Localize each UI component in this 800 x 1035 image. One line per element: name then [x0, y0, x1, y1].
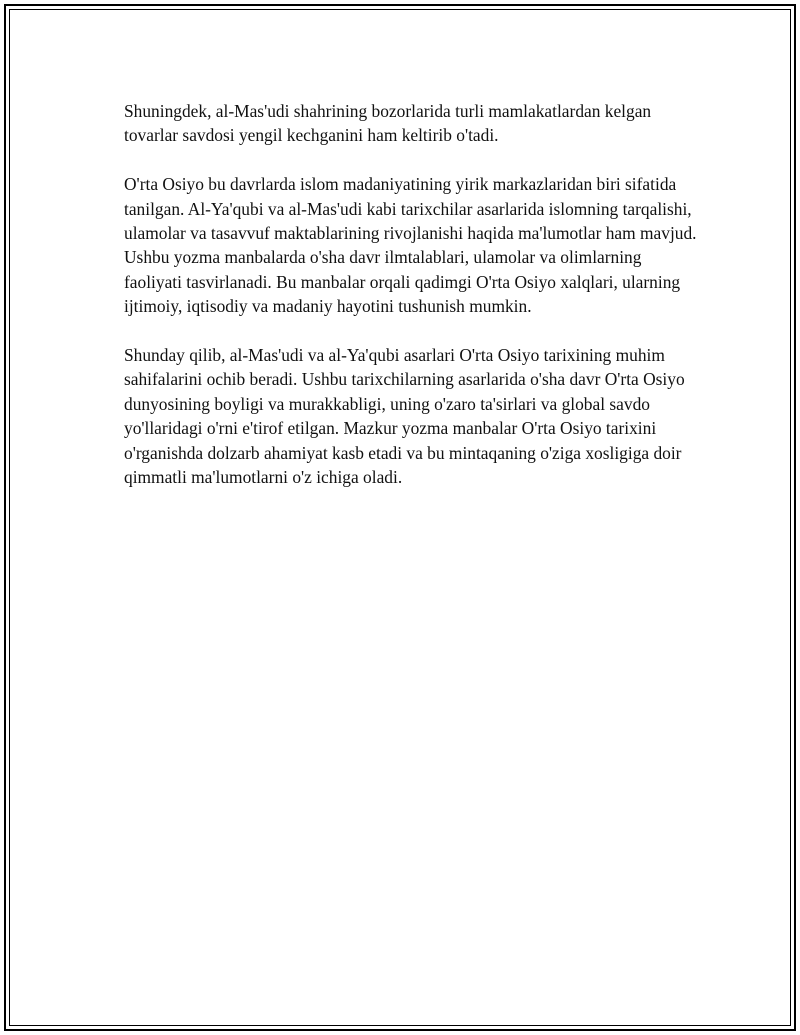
page-border [4, 4, 796, 1031]
document-body [124, 99, 699, 514]
paragraph-3: Shunday qilib, al-Mas'udi va al-Ya'qubi asarlari O'rta Osiyo tarixining muhim sahifalarini ochib beradi. Ushbu tarixchilarning asarlarida o'sha davr O'rta Osiyo dunyosining boyligi va murakkabligi, uning o'zaro ta'sirlari va global savdo yo'llaridagi o'rni e'tirof etilgan. Mazkur yozma manbalar O'rta Osiyo tarixini o'rganishda dolzarb ahamiyat kasb etadi va bu mintaqaning o'ziga xosligiga doir qimmatli ma'lumotlarni o'z ichiga oladi. [124, 345, 685, 488]
paragraph-2: O'rta Osiyo bu davrlarda islom madaniyatining yirik markazlaridan biri sifatida tanilgan. Al-Ya'qubi va al-Mas'udi kabi tarixchilar asarlarida islomning tarqalishi, ulamolar va tasavvuf maktablarining rivojlanishi haqida ma'lumotlar ham mavjud. Ushbu yozma manbalarda o'sha davr ilmtalablari, ulamolar va olimlarning faoliyati tasvirlanadi. Bu manbalar orqali qadimgi O'rta Osiyo xalqlari, ularning ijtimoiy, iqtisodiy va madaniy hayotini tushunish mumkin. [124, 174, 697, 317]
paragraph-1: Shuningdek, al-Mas'udi shahrining bozorlarida turli mamlakatlardan kelgan tovarlar savdosi yengil kechganini ham keltirib o'tadi. [124, 101, 652, 146]
